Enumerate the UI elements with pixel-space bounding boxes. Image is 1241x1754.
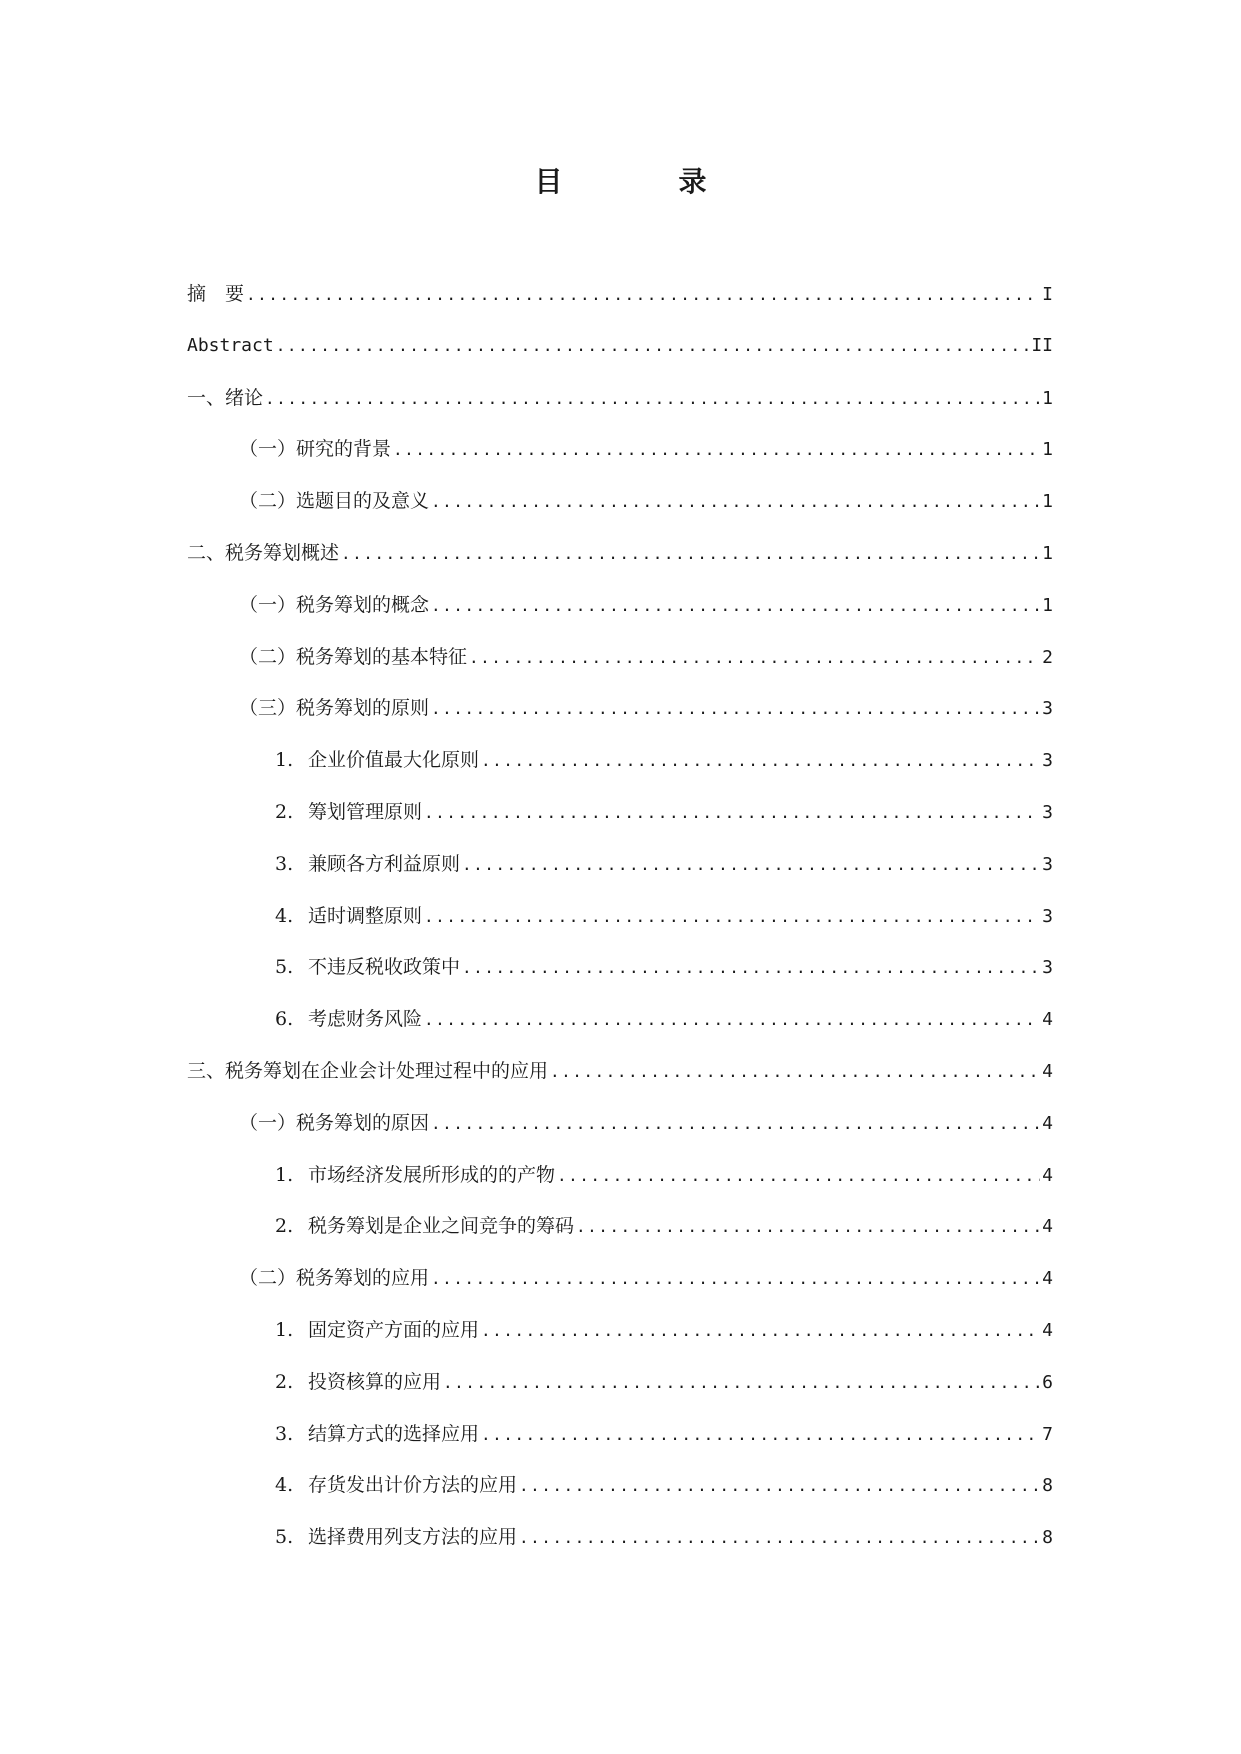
toc-entry[interactable] — [187, 541, 1053, 593]
dot-leader — [246, 283, 1040, 307]
toc-entry[interactable] — [187, 1370, 1053, 1422]
toc-entry[interactable] — [187, 1525, 1053, 1577]
toc-entry-page-number: 7 — [1042, 1423, 1053, 1445]
toc-entry-text: 一、绪论 — [187, 386, 264, 409]
toc-entry-page-number: 1 — [1042, 439, 1053, 461]
toc-entry-label — [239, 1111, 429, 1135]
toc-entry-label — [275, 1318, 479, 1342]
toc-entry[interactable] — [187, 1163, 1053, 1215]
toc-entry-label — [187, 334, 274, 358]
toc-entry-page-number: II — [1031, 334, 1053, 356]
toc-entry[interactable] — [187, 904, 1053, 956]
dot-leader — [431, 1112, 1040, 1136]
toc-entry-page-number: I — [1042, 284, 1053, 305]
toc-entry-label — [187, 282, 244, 306]
toc-entry-number: 5. — [275, 956, 294, 979]
dot-leader — [576, 1215, 1040, 1239]
toc-entry-page-number: 1 — [1042, 542, 1053, 564]
toc-entry[interactable] — [187, 696, 1053, 748]
dot-leader — [265, 387, 1040, 411]
toc-entry-page-number: 1 — [1042, 491, 1053, 513]
toc-entry-label — [275, 1370, 441, 1394]
toc-entry[interactable] — [187, 1059, 1053, 1111]
toc-entry-page-number: 4 — [1042, 1060, 1053, 1082]
toc-entry[interactable] — [187, 1214, 1053, 1266]
toc-entry[interactable] — [187, 282, 1053, 334]
dot-leader — [469, 646, 1040, 670]
toc-entry-page-number: 1 — [1042, 594, 1053, 616]
toc-entry-label — [275, 1525, 517, 1549]
toc-entry-label — [275, 1473, 517, 1497]
toc-entry-label — [275, 1214, 574, 1238]
toc-entry-text: 考虑财务风险 — [308, 1008, 423, 1031]
toc-entry-page-number: 4 — [1042, 1268, 1053, 1290]
toc-entry-number: 5. — [275, 1526, 294, 1549]
dot-leader — [424, 1008, 1040, 1032]
toc-entry[interactable] — [187, 1422, 1053, 1474]
dot-leader — [519, 1526, 1040, 1550]
toc-entry[interactable] — [187, 593, 1053, 645]
dot-leader — [550, 1060, 1040, 1084]
toc-entry-text: 存货发出计价方法的应用 — [308, 1474, 518, 1497]
toc-entry-text: （二）税务筹划的基本特征 — [239, 645, 468, 668]
toc-entry-page-number: 4 — [1042, 1112, 1053, 1134]
toc-entry-label — [239, 593, 429, 617]
toc-entry-number: 4. — [275, 1474, 294, 1497]
toc-entry[interactable] — [187, 1318, 1053, 1370]
toc-entry-text: （一）税务筹划的概念 — [239, 593, 430, 616]
toc-entry-page-number: 8 — [1042, 1527, 1053, 1549]
dot-leader — [424, 905, 1040, 929]
dot-leader — [481, 1319, 1040, 1343]
toc-entry-page-number: 3 — [1042, 698, 1053, 720]
toc-entry-text: 固定资产方面的应用 — [308, 1318, 480, 1341]
toc-entry-label — [239, 437, 391, 461]
toc-entry-text: 企业价值最大化原则 — [308, 749, 480, 772]
toc-entry-number: 1. — [275, 1163, 294, 1186]
dot-leader — [519, 1474, 1040, 1498]
toc-entry-text: 市场经济发展所形成的的产物 — [308, 1163, 556, 1186]
toc-entry-page-number: 3 — [1042, 853, 1053, 875]
toc-entry[interactable] — [187, 748, 1053, 800]
toc-entry[interactable] — [187, 800, 1053, 852]
toc-entry-label — [275, 800, 422, 824]
toc-entry-label — [275, 852, 460, 876]
toc-entry-label — [275, 1422, 479, 1446]
toc-entry-text: 三、税务筹划在企业会计处理过程中的应用 — [187, 1059, 549, 1082]
dot-leader — [276, 334, 1030, 358]
dot-leader — [431, 594, 1040, 618]
dot-leader — [462, 853, 1040, 877]
toc-entry-label — [275, 1163, 555, 1187]
toc-entry-label — [187, 541, 339, 565]
toc-entry-number: 3. — [275, 1422, 294, 1445]
dot-leader — [481, 1423, 1040, 1447]
toc-entry-number: 2. — [275, 800, 294, 823]
toc-entry-label — [187, 1059, 548, 1083]
toc-entry-number: 1. — [275, 749, 294, 772]
toc-entry[interactable] — [187, 386, 1053, 438]
toc-entry-page-number: 3 — [1042, 801, 1053, 823]
toc-entry-number: 4. — [275, 904, 294, 927]
toc-entry-page-number: 4 — [1042, 1164, 1053, 1186]
toc-entry-text: 结算方式的选择应用 — [308, 1422, 480, 1445]
toc-entry-page-number: 6 — [1042, 1371, 1053, 1393]
dot-leader — [431, 697, 1040, 721]
toc-entry-label — [239, 696, 429, 720]
toc-entry-text: 筹划管理原则 — [308, 800, 423, 823]
toc-entry-text: 适时调整原则 — [308, 904, 423, 927]
dot-leader — [557, 1164, 1040, 1188]
toc-entry[interactable] — [187, 1007, 1053, 1059]
toc-entry[interactable] — [187, 1111, 1053, 1163]
toc-entry-page-number: 4 — [1042, 1319, 1053, 1341]
toc-entry-page-number: 4 — [1042, 1009, 1053, 1031]
toc-entry-number: 1. — [275, 1318, 294, 1341]
toc-entry[interactable] — [187, 645, 1053, 697]
dot-leader — [443, 1371, 1040, 1395]
toc-entry-text: 选择费用列支方法的应用 — [308, 1526, 518, 1549]
table-of-contents — [187, 282, 1053, 1577]
toc-entry-page-number: 2 — [1042, 646, 1053, 668]
dot-leader — [341, 542, 1040, 566]
toc-entry-page-number: 8 — [1042, 1475, 1053, 1497]
toc-entry-label — [187, 386, 263, 410]
dot-leader — [462, 956, 1040, 980]
toc-entry[interactable] — [187, 852, 1053, 904]
toc-entry-text: 投资核算的应用 — [308, 1370, 442, 1393]
dot-leader — [424, 801, 1040, 825]
toc-entry-page-number: 3 — [1042, 905, 1053, 927]
toc-entry[interactable] — [187, 955, 1053, 1007]
toc-entry-page-number: 4 — [1042, 1216, 1053, 1238]
toc-entry-text: （一）税务筹划的原因 — [239, 1111, 430, 1134]
toc-entry-text: （二）税务筹划的应用 — [239, 1267, 430, 1290]
toc-entry-text: Abstract — [187, 334, 274, 356]
toc-entry-label — [275, 1007, 422, 1031]
toc-entry-number: 2. — [275, 1215, 294, 1238]
toc-entry-number: 2. — [275, 1370, 294, 1393]
toc-entry[interactable] — [187, 1473, 1053, 1525]
toc-entry-label — [239, 489, 429, 513]
toc-entry-text: （三）税务筹划的原则 — [239, 697, 430, 720]
toc-entry[interactable] — [187, 489, 1053, 541]
dot-leader — [481, 749, 1040, 773]
toc-entry-text: 二、税务筹划概述 — [187, 541, 340, 564]
toc-entry-text: 税务筹划是企业之间竞争的筹码 — [308, 1215, 575, 1238]
toc-entry-page-number: 3 — [1042, 957, 1053, 979]
toc-entry-text: 摘 要 — [187, 283, 245, 305]
toc-entry-number: 3. — [275, 852, 294, 875]
dot-leader — [431, 490, 1040, 514]
toc-entry-label — [239, 645, 467, 669]
toc-entry-label — [275, 955, 460, 979]
dot-leader — [393, 438, 1040, 462]
toc-entry-number: 6. — [275, 1008, 294, 1031]
page-title: 目 录 — [534, 165, 751, 198]
toc-entry-page-number: 1 — [1042, 387, 1053, 409]
toc-entry-text: （一）研究的背景 — [239, 438, 392, 461]
toc-entry[interactable] — [187, 437, 1053, 489]
dot-leader — [431, 1267, 1040, 1291]
toc-entry-label — [275, 748, 479, 772]
toc-entry-text: 不违反税收政策中 — [308, 956, 461, 979]
toc-entry-text: 兼顾各方利益原则 — [308, 852, 461, 875]
toc-entry-page-number: 3 — [1042, 750, 1053, 772]
toc-entry-label — [239, 1266, 429, 1290]
toc-entry-label — [275, 904, 422, 928]
toc-entry-text: （二）选题目的及意义 — [239, 490, 430, 513]
toc-entry[interactable] — [187, 1266, 1053, 1318]
toc-entry[interactable] — [187, 334, 1053, 386]
